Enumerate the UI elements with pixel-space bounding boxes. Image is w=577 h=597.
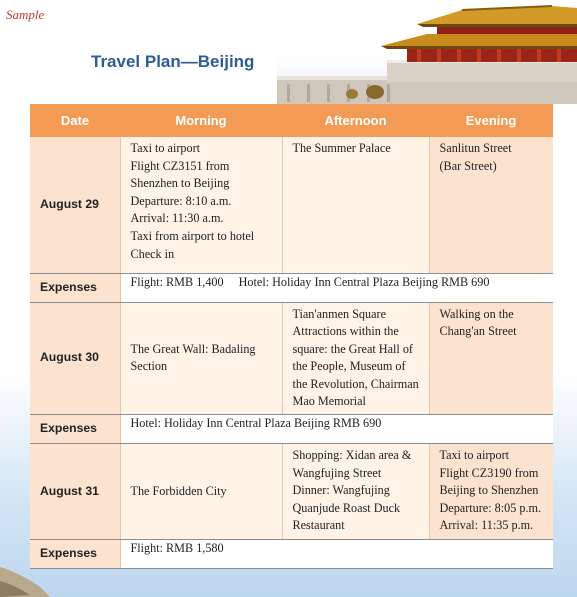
expenses-label: Expenses [30,415,120,444]
morning-cell [120,302,282,415]
text-line: Taxi to airport [439,448,510,463]
expenses-detail [120,540,553,569]
text-line: Arrival: 11:35 p.m. [439,518,534,533]
text-line: Taxi from airport to hotel [130,228,255,243]
text-line: Flight CZ3151 from [130,158,230,173]
afternoon-cell [282,444,429,540]
text-line: Dinner: Wangfujing [292,483,390,498]
text-line: Wangfujing Street [292,465,382,480]
date-cell: August 30 [30,302,120,415]
text-line: Flight CZ3190 from [439,465,539,480]
evening-cell [429,137,553,273]
text-line: Taxi to airport [130,141,201,155]
text-line: Departure: 8:05 p.m. [439,500,542,515]
morning-cell [120,137,282,273]
header-evening: Evening [429,104,553,137]
text-line: Departure: 8:10 a.m. [130,193,232,208]
text-line: The Great Wall: Badaling [130,341,256,356]
text-line: the Revolution, Chairman [292,376,419,391]
expenses-detail [120,415,553,444]
expense-item: Flight: RMB 1,580 [130,541,224,556]
header-date: Date [30,104,120,137]
text-line: Section [130,359,168,374]
expenses-detail [120,273,553,302]
text-line: Shopping: Xidan area & [292,448,412,463]
text-line: (Bar Street) [439,158,497,173]
text-line: Attractions within the [292,324,399,339]
travel-plan-table [30,104,553,569]
text-line: Restaurant [292,518,345,533]
text-line: Sanlitun Street [439,141,512,155]
text-line: Check in [130,246,175,261]
expenses-row [30,415,553,444]
page-title: Travel Plan—Beijing [91,52,255,71]
expenses-label: Expenses [30,540,120,569]
evening-cell [429,444,553,540]
text-line: square: the Great Hall of [292,341,413,356]
text-line: the People, Museum of [292,359,406,374]
header-morning: Morning [120,104,282,137]
evening-cell [429,302,553,415]
text-line: Tian'anmen Square [292,306,386,321]
table-row-august-31 [30,444,553,540]
text-line: Arrival: 11:30 a.m. [130,211,224,226]
date-cell: August 31 [30,444,120,540]
table-row-august-30 [30,302,553,415]
table-header-row [30,104,553,137]
expense-item: Flight: RMB 1,400 [130,274,224,289]
text-line: Beijing to Shenzhen [439,483,539,498]
morning-cell [120,444,282,540]
text-line: Walking on the [439,306,514,321]
expense-item: Hotel: Holiday Inn Central Plaza Beijing RMB 690 [238,274,490,289]
expenses-row [30,273,553,302]
expense-item: Hotel: Holiday Inn Central Plaza Beijing RMB 690 [130,416,382,431]
text-line: Quanjude Roast Duck [292,500,401,515]
date-cell: August 29 [30,137,120,273]
table-row-august-29 [30,137,553,273]
expenses-label: Expenses [30,273,120,302]
sample-label: Sample [6,7,45,22]
text-line: The Summer Palace [292,141,391,155]
text-line: Shenzhen to Beijing [130,176,230,191]
palace-illustration [277,0,577,104]
text-line: Chang'an Street [439,324,517,339]
text-line: Mao Memorial [292,394,366,409]
afternoon-cell [282,302,429,415]
header-afternoon: Afternoon [282,104,429,137]
text-line: The Forbidden City [130,483,227,498]
afternoon-cell [282,137,429,273]
expenses-row [30,540,553,569]
